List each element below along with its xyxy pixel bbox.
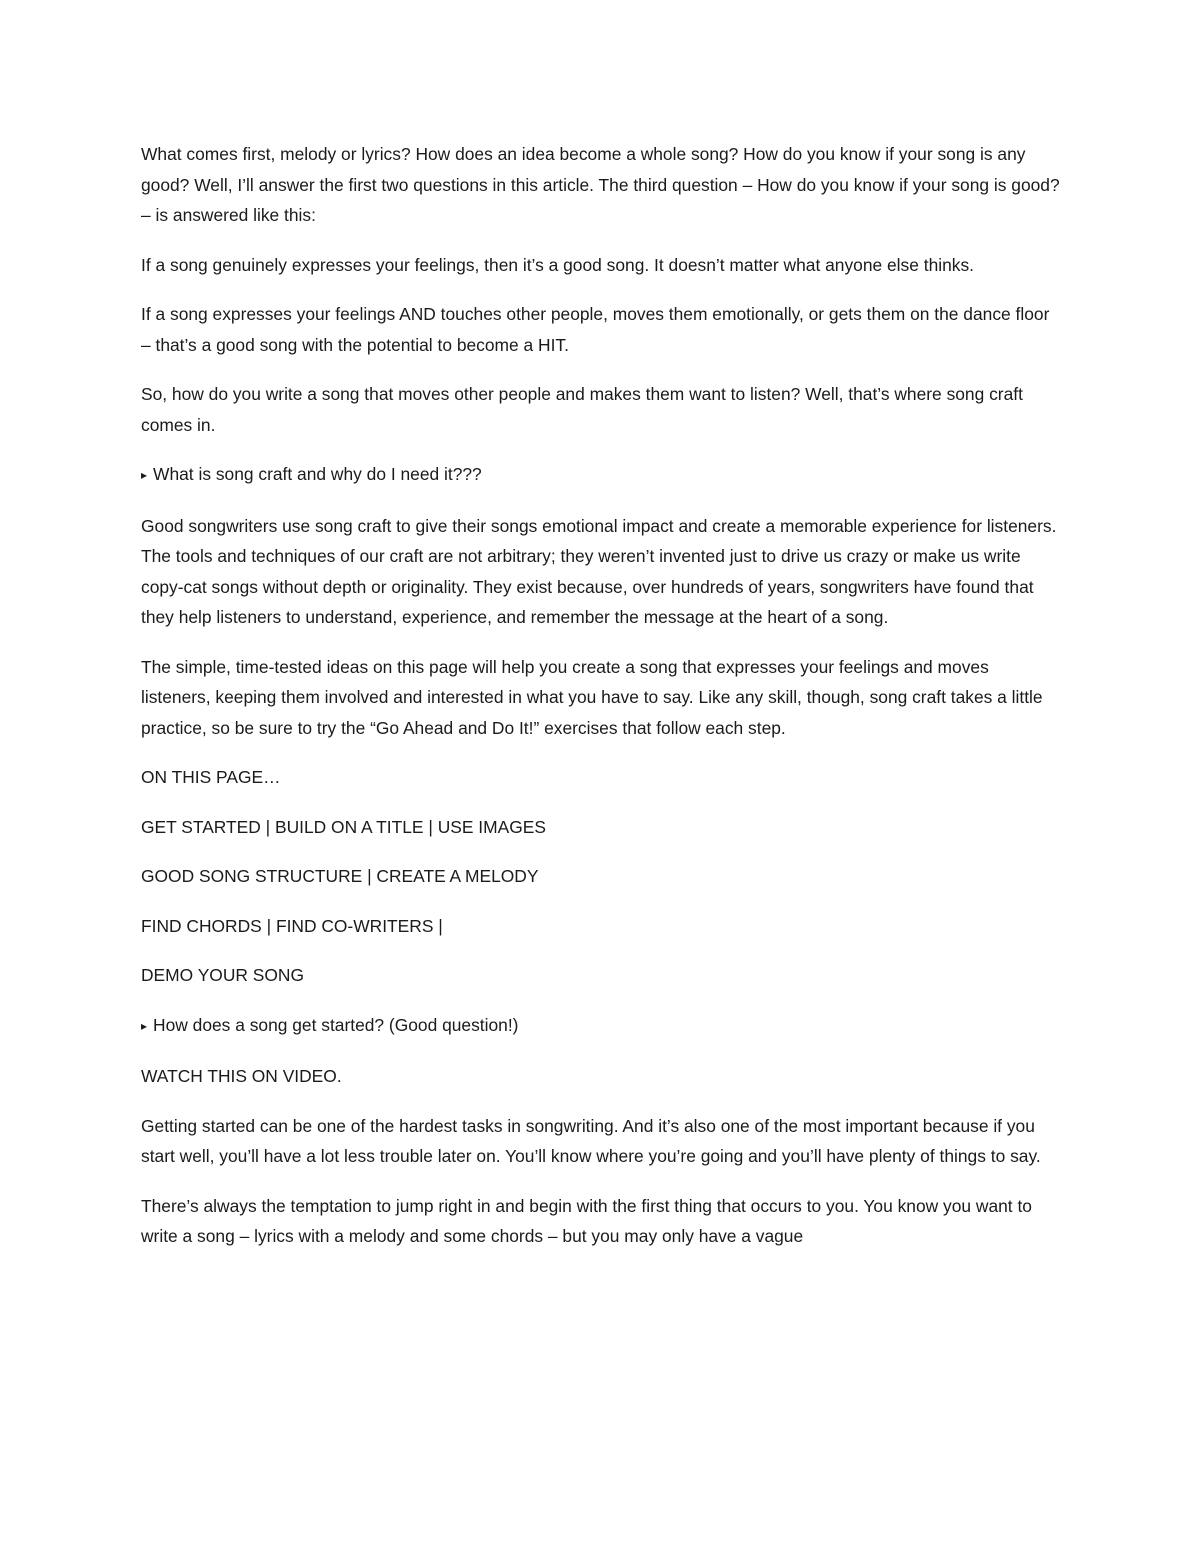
time-tested-paragraph: The simple, time-tested ideas on this page will help you create a song that expresses your feelings and moves listeners, keeping them involved and interested in what you have to say. Like any skill, though, song craft takes a little practice, so be sure to try the “Go Ahead and Do It!” exercises that follow each step. xyxy=(141,656,1043,738)
toc-line: FIND CHORDS | FIND CO-WRITERS | xyxy=(141,915,443,936)
section-heading-text: How does a song get started? (Good question!) xyxy=(153,1014,519,1035)
triangle-bullet-icon: ▸ xyxy=(141,468,148,482)
toc-line: DEMO YOUR SONG xyxy=(141,965,304,985)
section-heading-get-started xyxy=(141,1010,1061,1043)
toc-line: GOOD SONG STRUCTURE | CREATE A MELODY xyxy=(141,866,539,886)
section-heading-text: What is song craft and why do I need it??? xyxy=(153,464,482,484)
song-craft-intro-paragraph: So, how do you write a song that moves other people and makes them want to listen? Well, that’s where song craft comes in. xyxy=(141,384,1023,435)
getting-started-paragraph: Getting started can be one of the hardest tasks in songwriting. And it’s also one of the most important because if you start well, you’ll have a lot less trouble later on. You’ll know where you’re going and you’ll have plenty of things to say. xyxy=(141,1115,1041,1166)
good-song-paragraph: If a song genuinely expresses your feelings, then it’s a good song. It doesn’t matter what anyone else thinks. xyxy=(141,254,975,275)
video-note: WATCH THIS ON VIDEO. xyxy=(141,1066,342,1086)
toc-title: ON THIS PAGE… xyxy=(141,767,281,787)
triangle-bullet-icon: ▸ xyxy=(141,1018,148,1033)
section-heading-song-craft xyxy=(141,459,1061,492)
temptation-paragraph: There’s always the temptation to jump right in and begin with the first thing that occurs to you. You know you want to write a song – lyrics with a melody and some chords – but you may only have a vague xyxy=(141,1195,1032,1246)
document-body xyxy=(141,139,1061,1271)
hit-song-paragraph: If a song expresses your feelings AND touches other people, moves them emotionally, or gets them on the dance floor – that’s a good song with the potential to become a HIT. xyxy=(141,304,1050,355)
intro-paragraph: What comes first, melody or lyrics? How does an idea become a whole song? How do you know if your song is any good? Well, I’ll answer the first two questions in this article. The third question – How do you know if your song is good? – is answered like this: xyxy=(141,144,1060,225)
songwriters-paragraph: Good songwriters use song craft to give their songs emotional impact and create a memorable experience for listeners. The tools and techniques of our craft are not arbitrary; they weren’t invented just to drive us crazy or make us write copy-cat songs without depth or originality. They exist because, over hundreds of years, songwriters have found that they help listeners to understand, experience, and remember the message at the heart of a song. xyxy=(141,515,1057,627)
toc-line: GET STARTED | BUILD ON A TITLE | USE IMAGES xyxy=(141,816,546,837)
